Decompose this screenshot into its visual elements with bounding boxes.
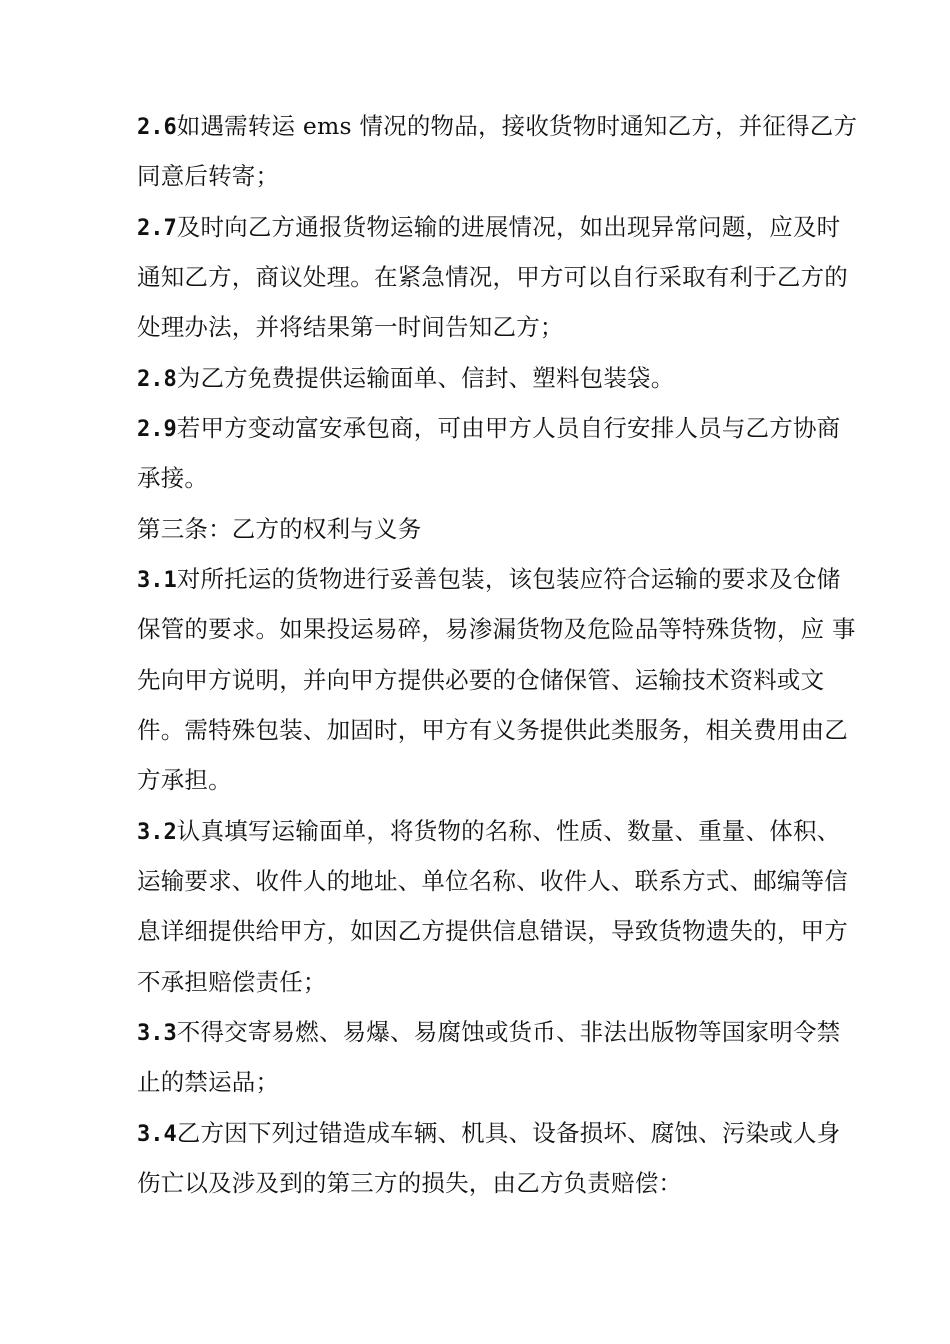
text-line [137, 161, 837, 191]
clause-text: 运输要求、收件人的地址、单位名称、收件人、联系方式、邮编等信 [137, 867, 848, 895]
clause-text: 及时向乙方通报货物运输的进展情况，如出现异常问题，应及时 [176, 213, 841, 241]
clause-number: 3.2 [137, 820, 177, 845]
text-line [137, 967, 837, 997]
clause-text: 息详细提供给甲方，如因乙方提供信息错误，导致货物遗失的，甲方 [137, 917, 848, 945]
clause-text: 通知乙方，商议处理。在紧急情况，甲方可以自行采取有利于乙方的 [137, 263, 848, 291]
clause-text: 不得交寄易燃、易爆、易腐蚀或货币、非法出版物等国家明令禁 [176, 1018, 841, 1046]
clause-text: 先向甲方说明，并向甲方提供必要的仓储保管、运输技术资料或文 [137, 666, 825, 694]
text-line [137, 312, 837, 342]
clause-number: 2.8 [137, 367, 177, 392]
text-line [137, 1118, 841, 1150]
text-line [137, 1017, 841, 1049]
section-heading-text: 第三条：乙方的权利与义务 [137, 515, 422, 543]
clause-number: 3.4 [137, 1122, 177, 1147]
text-line [137, 262, 848, 292]
clause-text: 伤亡以及涉及到的第三方的损失，由乙方负责赔偿： [137, 1169, 683, 1197]
clause-text: 若甲方变动富安承包商，可由甲方人员自行安排人员与乙方协商 [176, 414, 841, 442]
text-line [137, 111, 858, 143]
text-line [137, 715, 848, 745]
clause-text: 方承担。 [137, 766, 232, 794]
text-line [137, 1168, 837, 1198]
clause-text: 承接。 [137, 464, 209, 492]
clause-text: 件。需特殊包装、加固时，甲方有义务提供此类服务，相关费用由乙 [137, 716, 848, 744]
clause-text: 如遇需转运 ems 情况的物品，接收货物时通知乙方，并征得乙方 [176, 112, 858, 140]
clause-text: 认真填写运输面单，将货物的名称、性质、数量、重量、体积、 [176, 817, 841, 845]
section-heading [137, 514, 837, 544]
clause-text: 乙方因下列过错造成车辆、机具、设备损坏、腐蚀、污染或人身 [176, 1119, 841, 1147]
text-line [137, 212, 841, 244]
clause-text: 处理办法，并将结果第一时间告知乙方； [137, 313, 564, 341]
clause-number: 3.1 [137, 568, 177, 593]
text-line [137, 1067, 837, 1097]
clause-text: 对所托运的货物进行妥善包装，该包装应符合运输的要求及仓储 [176, 565, 841, 593]
text-line [137, 765, 837, 795]
text-line [137, 816, 841, 848]
text-line [137, 665, 837, 695]
text-line [137, 614, 856, 644]
text-line [137, 413, 841, 445]
text-line [137, 463, 837, 493]
clause-number: 2.9 [137, 417, 177, 442]
clause-text: 不承担赔偿责任； [137, 968, 327, 996]
text-line [137, 564, 841, 596]
clause-number: 2.7 [137, 216, 177, 241]
clause-text: 同意后转寄； [137, 162, 280, 190]
text-line [137, 916, 848, 946]
clause-text: 保管的要求。如果投运易碎，易渗漏货物及危险品等特殊货物，应 事 [137, 615, 856, 643]
clause-number: 3.3 [137, 1021, 177, 1046]
clause-text: 止的禁运品； [137, 1068, 280, 1096]
clause-number: 2.6 [137, 115, 177, 140]
clause-text: 为乙方免费提供运输面单、信封、塑料包装袋。 [176, 364, 675, 392]
text-line [137, 363, 837, 395]
text-line [137, 866, 848, 896]
